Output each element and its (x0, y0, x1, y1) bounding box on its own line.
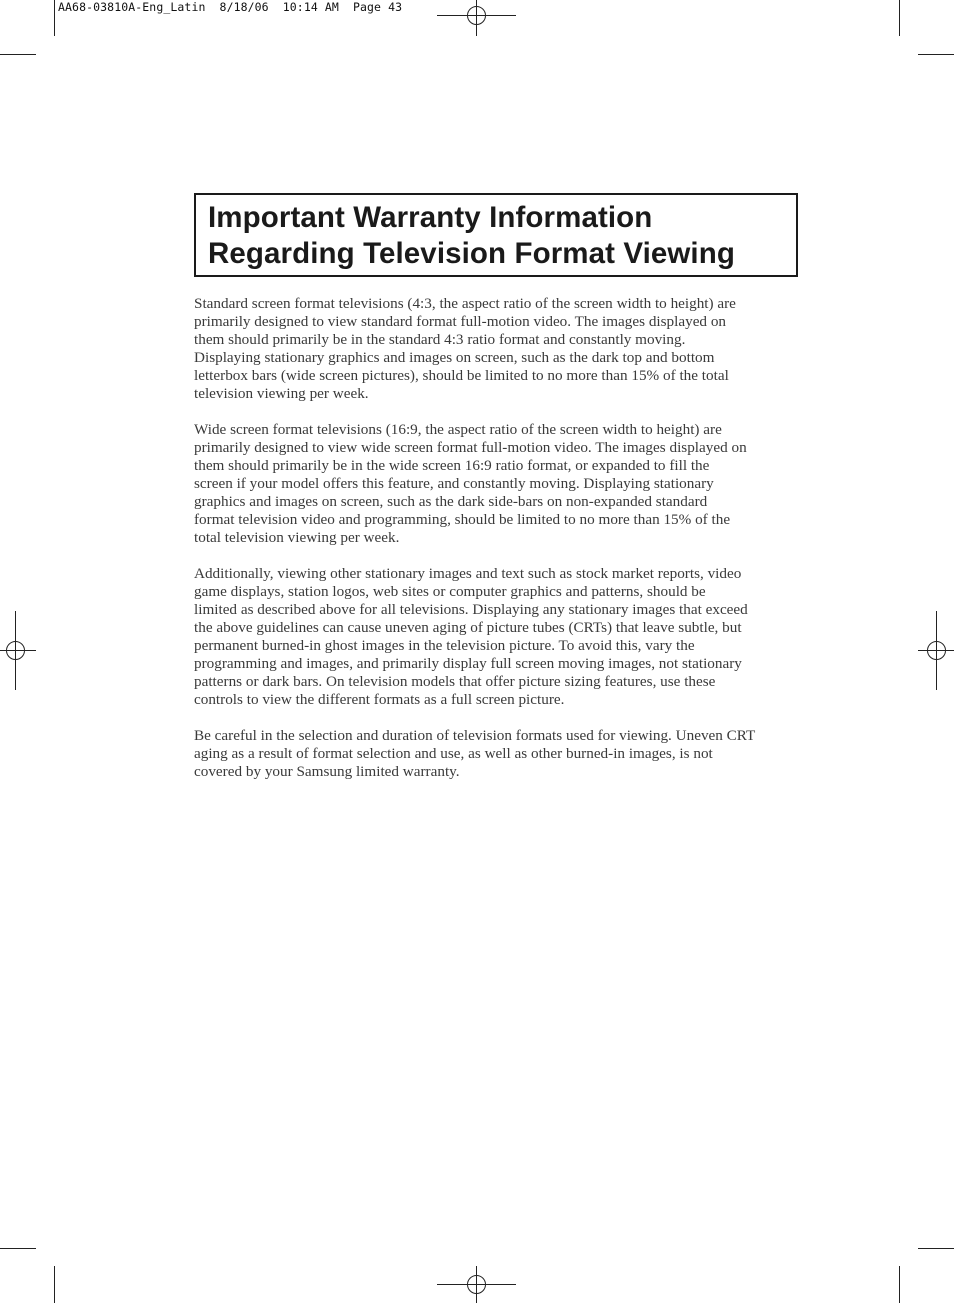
registration-mark-bottom (437, 1266, 516, 1303)
page-title-line-2: Regarding Television Format Viewing (208, 237, 735, 270)
paragraph-line: programming and images, and primarily display full screen moving images, not stationary (194, 655, 742, 672)
paragraph-line: covered by your Samsung limited warranty. (194, 763, 460, 780)
paragraph-line: screen if your model offers this feature, and constantly moving. Displaying stationary (194, 475, 714, 492)
body-text (194, 295, 798, 799)
paragraph-line: graphics and images on screen, such as the dark side-bars on non-expanded standard (194, 493, 708, 510)
paragraph-line: Be careful in the selection and duration of television formats used for viewing. Uneven CRT (194, 727, 756, 744)
paragraph-line: permanent burned-in ghost images in the television picture. To avoid this, vary the (194, 637, 695, 654)
paragraph-line: format television video and programming, should be limited to no more than 15% of the (194, 511, 731, 528)
print-slug: AA68-03810A-Eng_Latin 8/18/06 10:14 AM Page 43 (58, 0, 403, 14)
paragraph-line: patterns or dark bars. On television models that offer picture sizing features, use these (194, 673, 716, 690)
paragraph-line: total television viewing per week. (194, 529, 400, 546)
paragraph-line: primarily designed to view standard format full-motion video. The images displayed on (194, 313, 727, 330)
paragraph-stationary-images (194, 565, 798, 709)
title-box (194, 193, 798, 277)
paragraph-line: them should primarily be in the wide screen 16:9 ratio format, or expanded to fill the (194, 457, 710, 474)
page-title-line-1: Important Warranty Information (208, 201, 653, 234)
paragraph-line: Standard screen format televisions (4:3, the aspect ratio of the screen width to height) are (194, 295, 736, 312)
paragraph-wide-format (194, 421, 798, 547)
paragraph-line: Additionally, viewing other stationary images and text such as stock market reports, video (194, 565, 742, 582)
paragraph-line: letterbox bars (wide screen pictures), should be limited to no more than 15% of the total (194, 367, 729, 384)
paragraph-line: limited as described above for all televisions. Displaying any stationary images that exceed (194, 601, 748, 618)
paragraph-line: television viewing per week. (194, 385, 369, 402)
registration-mark-right (918, 611, 954, 690)
paragraph-line: aging as a result of format selection and use, as well as other burned-in images, is not (194, 745, 713, 762)
paragraph-standard-format (194, 295, 798, 403)
paragraph-warranty-exclusion (194, 727, 798, 781)
paragraph-line: primarily designed to view wide screen format full-motion video. The images displayed on (194, 439, 747, 456)
paragraph-line: Wide screen format televisions (16:9, the aspect ratio of the screen width to height) are (194, 421, 722, 438)
paragraph-line: them should primarily be in the standard 4:3 ratio format and constantly moving. (194, 331, 686, 348)
paragraph-line: game displays, station logos, web sites or computer graphics and patterns, should be (194, 583, 706, 600)
registration-mark-left (0, 611, 36, 690)
paragraph-line: controls to view the different formats as a full screen picture. (194, 691, 565, 708)
registration-mark-top (437, 0, 516, 36)
paragraph-line: Displaying stationary graphics and images on screen, such as the dark top and bottom (194, 349, 715, 366)
paragraph-line: the above guidelines can cause uneven aging of picture tubes (CRTs) that leave subtle, but (194, 619, 742, 636)
